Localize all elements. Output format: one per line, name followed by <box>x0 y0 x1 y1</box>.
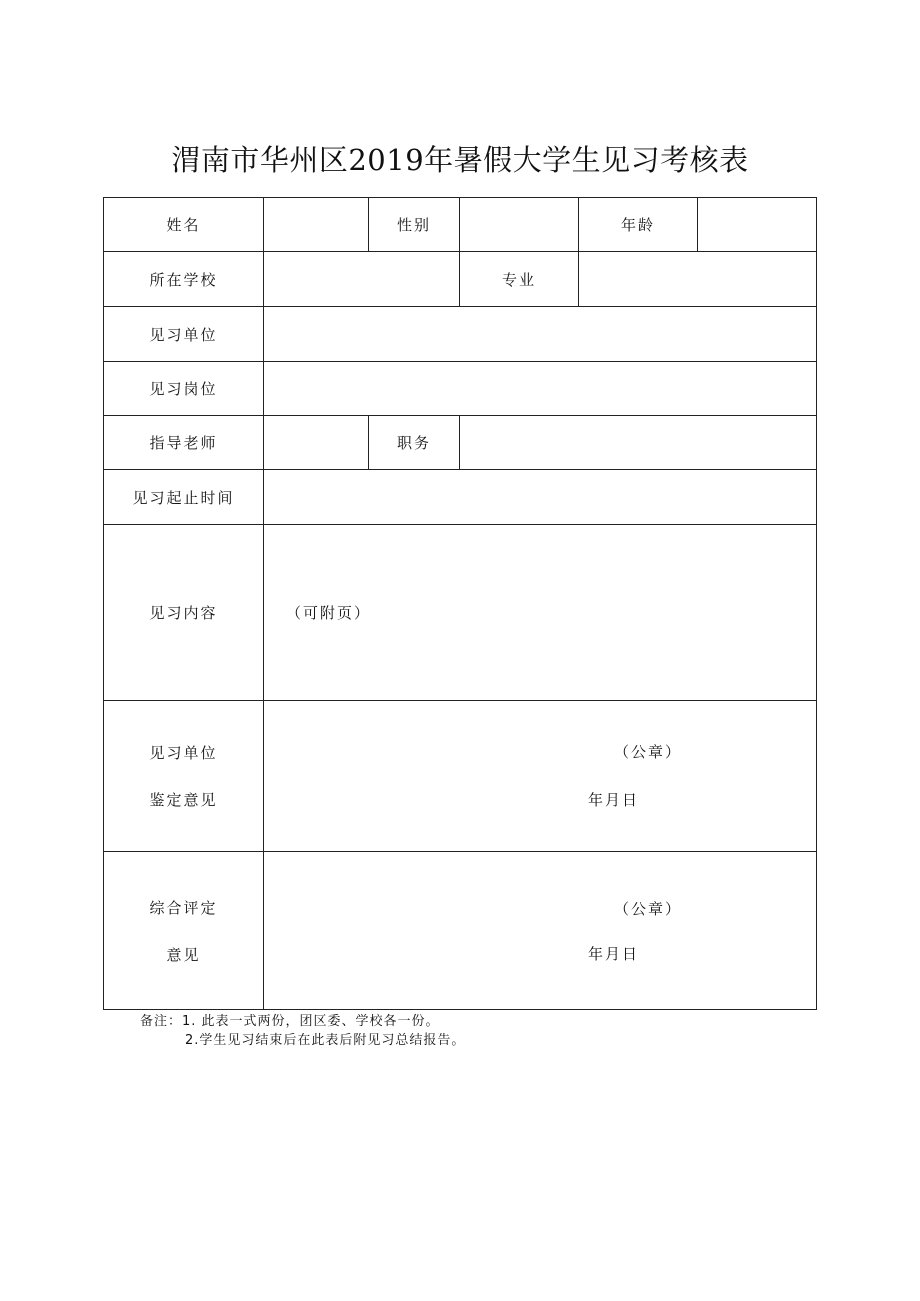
tutor-field[interactable] <box>264 416 369 470</box>
overall-opinion-field[interactable] <box>264 852 817 1010</box>
note-line-1: 备注：1. 此表一式两份，团区委、学校各一份。 <box>140 1014 440 1029</box>
form-notes <box>140 1012 465 1050</box>
duty-label: 职务 <box>369 416 460 470</box>
gender-label: 性别 <box>369 198 460 252</box>
period-field[interactable] <box>264 470 817 525</box>
age-label: 年龄 <box>579 198 698 252</box>
unit-opinion-label-line2: 鉴定意见 <box>149 791 218 809</box>
overall-seal-text: （公章） <box>614 900 683 918</box>
overall-label-line1: 综合评定 <box>149 898 218 917</box>
overall-label <box>104 852 264 1010</box>
content-field[interactable] <box>264 525 817 701</box>
content-label: 见习内容 <box>104 525 264 701</box>
form-title: 渭南市华州区2019年暑假大学生见习考核表 <box>171 143 749 177</box>
tutor-label: 指导老师 <box>104 416 264 470</box>
major-field[interactable] <box>579 252 817 307</box>
age-field[interactable] <box>698 198 817 252</box>
unit-label: 见习单位 <box>104 307 264 362</box>
gender-field[interactable] <box>460 198 579 252</box>
unit-opinion-label-line1: 见习单位 <box>149 744 218 762</box>
name-field[interactable] <box>264 198 369 252</box>
unit-field[interactable] <box>264 307 817 362</box>
assessment-form <box>103 197 817 1010</box>
name-label: 姓名 <box>104 198 264 252</box>
post-label: 见习岗位 <box>104 362 264 416</box>
period-label: 见习起止时间 <box>104 470 264 525</box>
duty-field[interactable] <box>460 416 817 470</box>
unit-seal-text: （公章） <box>614 743 683 761</box>
unit-opinion-field[interactable] <box>264 701 817 852</box>
unit-date-text: 年月日 <box>588 791 640 809</box>
school-label: 所在学校 <box>104 252 264 307</box>
post-field[interactable] <box>264 362 817 416</box>
major-label: 专业 <box>460 252 579 307</box>
unit-opinion-label <box>104 701 264 852</box>
note-line-2: 2.学生见习结束后在此表后附见习总结报告。 <box>185 1033 466 1048</box>
overall-label-line2: 意见 <box>166 945 201 964</box>
content-note: （可附页） <box>286 604 372 622</box>
school-field[interactable] <box>264 252 460 307</box>
overall-date-text: 年月日 <box>588 945 640 963</box>
